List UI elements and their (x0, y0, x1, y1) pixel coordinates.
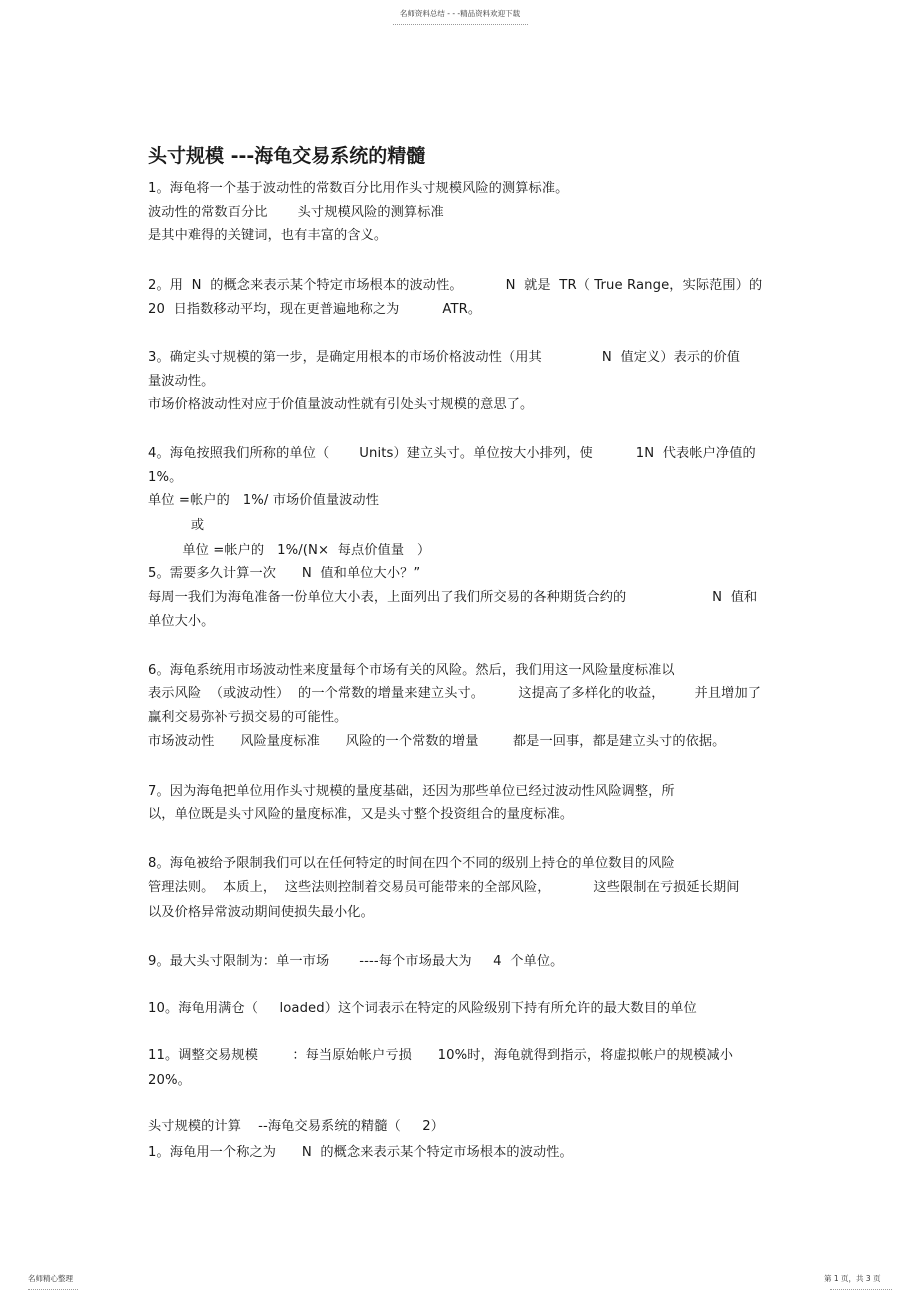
body-line: 1。海龟用一个称之为 N 的概念来表示某个特定市场根本的波动性。 (148, 1145, 573, 1160)
footer-left-dotted-rule (28, 1289, 78, 1290)
footer-right-dotted-rule (830, 1289, 892, 1290)
page-header: 名师资料总结 - - -精品资料欢迎下载 (399, 9, 521, 18)
body-line: 市场波动性 风险量度标准 风险的一个常数的增量 都是一回事，都是建立头寸的依据。 (148, 734, 726, 749)
body-line: 11。调整交易规模 ：每当原始帐户亏损 10%时，海龟就得到指示，将虚拟帐户的规模减小 (148, 1048, 734, 1063)
body-line: 每周一我们为海龟准备一份单位大小表，上面列出了我们所交易的各种期货合约的 N 值和 (148, 590, 758, 605)
body-line: 1。海龟将一个基于波动性的常数百分比用作头寸规模风险的测算标准。 (148, 181, 569, 196)
body-line: 8。海龟被给予限制我们可以在任何特定的时间在四个不同的级别上持仓的单位数目的风险 (148, 856, 675, 871)
body-line: 赢利交易弥补亏损交易的可能性。 (148, 710, 348, 725)
body-line: 5。需要多久计算一次 N 值和单位大小？” (148, 566, 421, 581)
header-dotted-rule (393, 24, 528, 25)
body-line: 20%。 (148, 1073, 191, 1088)
body-line: 以及价格异常波动期间使损失最小化。 (148, 905, 374, 920)
body-line: 2。用 N 的概念来表示某个特定市场根本的波动性。 N 就是 TR（ True Range，实际范围）的 (148, 278, 763, 293)
body-line: 单位 =帐户的 1%/ 市场价值量波动性 (148, 493, 380, 508)
body-line: 4。海龟按照我们所称的单位（ Units）建立头寸。单位按大小排列，使 1N 代表帐户净值的 (148, 446, 756, 461)
body-line: 量波动性。 (148, 374, 215, 389)
body-line: 9。最大头寸限制为：单一市场 ----每个市场最大为 4 个单位。 (148, 954, 564, 969)
body-line: 以，单位既是头寸风险的量度标准，又是头寸整个投资组合的量度标准。 (148, 807, 574, 822)
footer-left: 名师精心整理 (28, 1274, 73, 1283)
body-line: 波动性的常数百分比 头寸规模风险的测算标准 (148, 205, 444, 220)
footer-page-number: 第 1 页，共 3 页 (824, 1274, 881, 1283)
document-title: 头寸规模 ---海龟交易系统的精髓 (148, 145, 426, 167)
body-line: 7。因为海龟把单位用作头寸规模的量度基础，还因为那些单位已经过波动性风险调整，所 (148, 784, 675, 799)
body-line: 3。确定头寸规模的第一步，是确定用根本的市场价格波动性（用其 N 值定义）表示的价值 (148, 350, 741, 365)
body-line: 单位 =帐户的 1%/(N× 每点价值量 ） (148, 543, 431, 558)
body-line: 20 日指数移动平均，现在更普遍地称之为 ATR。 (148, 302, 482, 317)
body-line: 是其中难得的关键词，也有丰富的含义。 (148, 228, 388, 243)
body-line: 管理法则。 本质上， 这些法则控制着交易员可能带来的全部风险， 这些限制在亏损延长期间 (148, 880, 740, 895)
body-line: 10。海龟用满仓（ loaded）这个词表示在特定的风险级别下持有所允许的最大数目的单位 (148, 1001, 697, 1016)
body-line: 头寸规模的计算 --海龟交易系统的精髓（ 2） (148, 1119, 445, 1134)
body-line: 1%。 (148, 470, 183, 485)
body-line: 单位大小。 (148, 614, 215, 629)
body-line: 市场价格波动性对应于价值量波动性就有引处头寸规模的意思了。 (148, 397, 534, 412)
body-line: 或 (148, 518, 205, 533)
body-line: 表示风险 （或波动性） 的一个常数的增量来建立头寸。 这提高了多样化的收益， 并且增加了 (148, 686, 762, 701)
body-line: 6。海龟系统用市场波动性来度量每个市场有关的风险。然后，我们用这一风险量度标准以 (148, 663, 675, 678)
